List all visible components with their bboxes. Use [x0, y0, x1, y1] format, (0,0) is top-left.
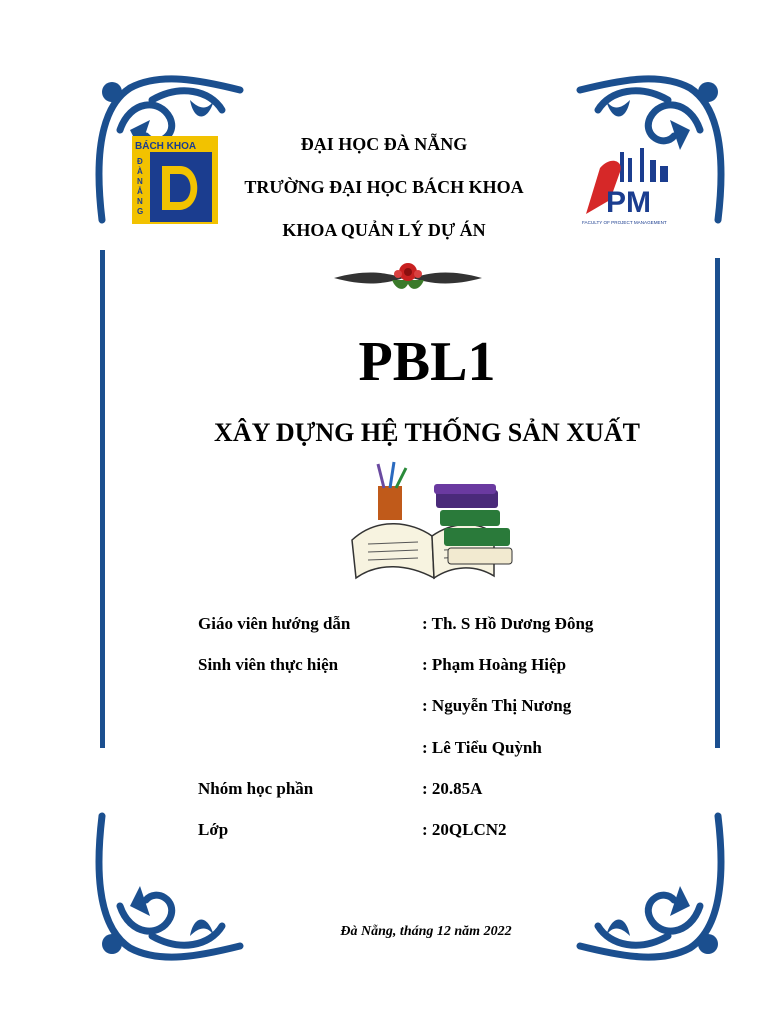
info-label: Giáo viên hướng dẫn [198, 614, 351, 633]
info-value: : 20QLCN2 [422, 820, 507, 839]
books-illustration [348, 460, 520, 584]
logo-left-top-text: BÁCH KHOA [135, 141, 197, 152]
bach-khoa-logo [132, 136, 218, 224]
info-value: : Nguyễn Thị Nương [422, 696, 572, 715]
info-label: Lớp [198, 820, 229, 839]
pm-faculty-logo [580, 148, 672, 226]
logo-left-letter: N [137, 177, 143, 186]
project-code: PBL1 [358, 331, 496, 393]
students-row [198, 655, 678, 681]
group-row [198, 779, 678, 805]
faculty-name: KHOA QUẢN LÝ DỰ ÁN [282, 220, 486, 240]
logo-left-letter: G [137, 207, 144, 216]
logo-left-letter: Đ [137, 157, 143, 166]
class-row [198, 820, 678, 846]
info-label: Nhóm học phần [198, 779, 314, 798]
school-name: TRƯỜNG ĐẠI HỌC BÁCH KHOA [244, 177, 524, 197]
project-title: XÂY DỰNG HỆ THỐNG SẢN XUẤT [214, 418, 640, 447]
logo-right-caption: FACULTY OF PROJECT MANAGEMENT [582, 220, 667, 225]
logo-left-letter: À [137, 167, 143, 176]
border-left [100, 250, 105, 748]
logo-left-letter: N [137, 197, 143, 206]
student-row [198, 696, 678, 722]
student-row [198, 738, 678, 764]
ornamental-divider [330, 256, 486, 298]
info-label: Sinh viên thực hiện [198, 655, 339, 674]
supervisor-row [198, 614, 678, 640]
info-value: : 20.85A [422, 779, 483, 798]
info-value: : Phạm Hoàng Hiệp [422, 655, 567, 674]
place-date: Đà Nẵng, tháng 12 năm 2022 [340, 924, 512, 939]
logo-right-mark: PM [606, 186, 651, 219]
logo-left-letter: Ẵ [137, 187, 143, 196]
info-value: : Th. S Hồ Dương Đông [422, 614, 594, 633]
university-name: ĐẠI HỌC ĐÀ NẴNG [300, 134, 468, 154]
info-value: : Lê Tiểu Quỳnh [422, 738, 542, 757]
